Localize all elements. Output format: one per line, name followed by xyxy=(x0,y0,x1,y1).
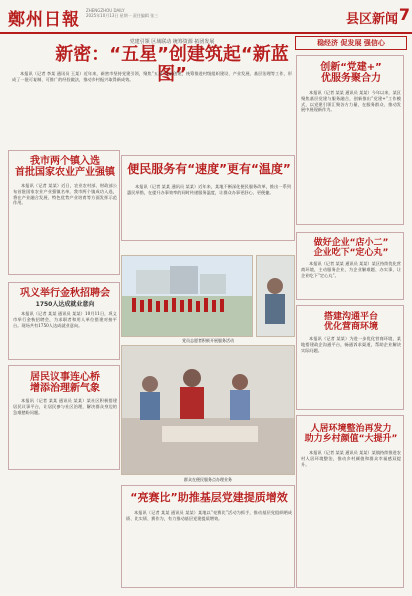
parade-illustration xyxy=(122,256,253,337)
right-bottom-title-line-1: 人居环境整治再发力 xyxy=(310,424,392,434)
center-lower-article xyxy=(121,485,295,588)
top-story-paragraph: 本报讯（记者 李某 通讯员 王某）近年来，新密市坚持党建引领，聚焦“五星”支部创建，统筹推进村级组织建设、产业发展、基层治理等工作，形成了一批可复制、可推广的经验做法，推动乡村振兴取得新成效。 xyxy=(12,71,292,82)
left-lower-title-line-2: 增添治理新气象 xyxy=(30,383,100,394)
right-mid-paragraph: 本报讯（记者 某某 通讯员 某某）某区持续优化营商环境，主动服务企业，为企业解难题、办实事，让企业吃下“定心丸”。 xyxy=(301,261,401,278)
center-mid-paragraph: 本报讯（记者 某某 通讯员 某某）近年来，某地不断深化便民服务改革，推出一系列惠民举措，在提升办事效率的同时传递服务温度，让群众办事更舒心、更便捷。 xyxy=(127,184,291,195)
right-bottom-body xyxy=(301,450,401,582)
right-mid-title xyxy=(301,238,401,258)
right-lower-title xyxy=(301,312,401,332)
center-mid-body xyxy=(127,184,291,236)
right-mid-title-line-2: 企业吃下“定心丸” xyxy=(313,248,389,258)
center-lower-title: “亮赛比”助推基层党建提质增效 xyxy=(130,491,288,504)
left-mid-body xyxy=(13,183,117,271)
left-mid-title xyxy=(13,156,117,178)
left-mid2-title: 巩义举行金秋招聘会 xyxy=(20,288,110,299)
left-lower-title xyxy=(13,372,117,394)
left-mid-article xyxy=(8,150,120,275)
top-photo-caption: 党员志愿者积极开展服务活动 xyxy=(182,338,234,343)
right-lower-paragraph: 本报讯（记者 某某）为进一步优化营商环境，某地搭建政企沟通平台，畅通诉求渠道，帮助企业解决实际问题。 xyxy=(301,336,401,353)
right-mid-body xyxy=(301,261,401,297)
left-mid2-subtitle: 1750人达成就业意向 xyxy=(35,301,95,308)
slogan-banner: 稳经济 促发展 强信心 xyxy=(295,36,407,50)
bottom-photo-caption: 群众在便民服务点办理业务 xyxy=(184,477,232,482)
left-lower-paragraph: 本报讯（记者 某某 通讯员 某某）某社区积极搭建居民议事平台，让居民参与社区治理，解决群众身边的急难愁盼问题。 xyxy=(13,398,117,415)
right-lower-title-line-2: 优化营商环境 xyxy=(323,322,378,332)
page-number: 7 xyxy=(398,5,410,24)
center-mid-title: 便民服务有“速度”更有“温度” xyxy=(127,162,291,176)
right-top-paragraph: 本报讯（记者 某某 通讯员 某某）今年以来，某区聚焦基层党建与服务融合，创新推出“党建+”工作模式，以党建引领汇聚各方力量，在服务群众、推动发展中展现新作为。 xyxy=(301,90,401,113)
left-mid-title-line-1: 我市两个镇入选 xyxy=(30,156,100,167)
left-lower-title-line-1: 居民议事连心桥 xyxy=(30,372,100,383)
top-story-kicker: 党建引领 区域联动 统筹资源 拓团发展 xyxy=(129,39,215,45)
right-top-title-line-2: 优服务聚合力 xyxy=(321,73,381,84)
left-mid-title-line-2: 首批国家农业产业强镇 xyxy=(15,167,115,178)
edition-line-1: ZHENGZHOU DAILY xyxy=(86,8,125,13)
left-mid2-article xyxy=(8,282,120,360)
right-mid-title-line-1: 做好企业“店小二” xyxy=(313,238,389,248)
top-story-body xyxy=(12,71,292,126)
edition-info xyxy=(86,8,246,18)
right-bottom-title-line-2: 助力乡村颜值“大提升” xyxy=(304,434,398,444)
left-lower-article xyxy=(8,365,120,470)
right-bottom-paragraph: 本报讯（记者 某某 通讯员 某某）某镇持续推进农村人居环境整治，推动乡村颜值和群众幸福感双提升。 xyxy=(301,450,401,467)
right-lower-body xyxy=(301,336,401,406)
right-bottom-title xyxy=(301,424,401,444)
right-mid-article xyxy=(296,232,404,300)
top-story-title: 新密：“五星”创建筑起“新蓝图” xyxy=(55,44,289,85)
service-photo xyxy=(121,345,295,475)
left-mid2-body xyxy=(13,311,117,355)
right-bottom-article xyxy=(296,415,404,588)
right-lower-article xyxy=(296,305,404,410)
side-photo xyxy=(256,255,295,337)
service-illustration xyxy=(122,346,295,475)
parade-photo xyxy=(121,255,253,337)
right-top-article xyxy=(296,55,404,225)
newspaper-logo: 鄭州日報 xyxy=(8,10,80,30)
masthead xyxy=(0,0,412,32)
left-mid-paragraph: 本报讯（记者 某某）近日，农业农村部、财政部公布首批国家农业产业强镇名单，我市两个镇成功入选，将在产业融合发展、特色优势产业培育等方面发挥示范作用。 xyxy=(13,183,117,206)
center-lower-body xyxy=(126,510,292,582)
edition-line-2: 2025年10月13日 星期一 责任编辑 张三 xyxy=(86,13,159,18)
section-title: 县区新闻 xyxy=(345,12,398,27)
header-divider xyxy=(0,32,412,34)
center-mid-article xyxy=(121,155,295,241)
center-lower-paragraph: 本报讯（记者 某某 通讯员 某某）某地以“亮赛比”活动为抓手，推动基层党组织晒成绩、比实绩、赛作为，有力推动基层党建提质增效。 xyxy=(126,510,292,521)
right-top-title-line-1: 创新“党建+” xyxy=(320,62,382,73)
side-photo-illustration xyxy=(257,256,295,337)
right-lower-title-line-1: 搭建沟通平台 xyxy=(323,312,378,322)
left-lower-body xyxy=(13,398,117,466)
right-top-title xyxy=(301,62,401,84)
left-mid2-paragraph: 本报讯（记者 某某 通讯员 某某）10月11日，巩义市举行金秋招聘会，为求职者和用人单位搭建对接平台。现场共有1750人达成就业意向。 xyxy=(13,311,117,328)
right-top-body xyxy=(301,90,401,220)
